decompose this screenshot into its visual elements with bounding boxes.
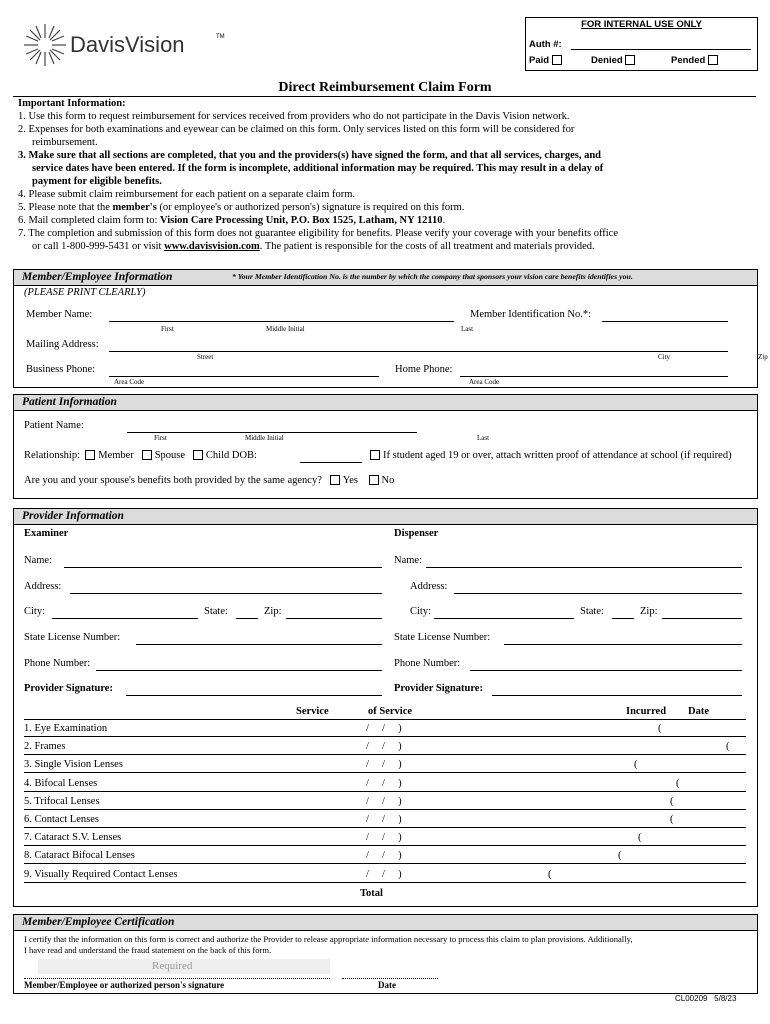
dispenser-city-field[interactable] bbox=[434, 618, 574, 619]
service-row-label: 3. Single Vision Lenses bbox=[24, 759, 123, 771]
logo-text: DavisVision bbox=[70, 32, 185, 57]
member-name-label: Member Name: bbox=[26, 309, 93, 320]
service-date-field[interactable]: / / ) bbox=[366, 759, 402, 771]
certification-heading: Member/Employee Certification bbox=[14, 915, 757, 931]
dispenser-license-field[interactable] bbox=[504, 644, 742, 645]
home-phone-label: Home Phone: bbox=[395, 364, 453, 375]
date-line bbox=[342, 978, 438, 979]
service-row-label: 5. Trifocal Lenses bbox=[24, 795, 100, 807]
website-link[interactable]: www.davisvision.com bbox=[164, 241, 260, 252]
area-code-caption: Area Code bbox=[114, 378, 145, 386]
auth-label: Auth #: bbox=[529, 39, 562, 50]
examiner-address-label: Address: bbox=[24, 581, 62, 592]
service-row-rule bbox=[24, 791, 746, 792]
member-name-field[interactable] bbox=[109, 321, 454, 322]
info-line-4: 4. Please submit claim reimbursement for each patient on a separate claim form. bbox=[18, 189, 356, 200]
info-line-2b: reimbursement. bbox=[32, 137, 98, 148]
examiner-phone-field[interactable] bbox=[96, 670, 382, 671]
member-id-label: Member Identification No.*: bbox=[470, 309, 592, 320]
examiner-signature-field[interactable] bbox=[126, 695, 382, 696]
important-info bbox=[18, 97, 758, 253]
service-row-rule bbox=[24, 845, 746, 846]
dispenser-signature-label: Provider Signature: bbox=[394, 683, 483, 694]
student-note: If student aged 19 or over, attach written proof of attendance at school (if required) bbox=[370, 450, 732, 461]
examiner-zip-label: Zip: bbox=[264, 606, 282, 617]
info-line-3c: payment for eligible benefits. bbox=[32, 176, 162, 187]
examiner-heading: Examiner bbox=[24, 528, 69, 539]
service-row-rule bbox=[24, 754, 746, 755]
last-caption: Last bbox=[461, 325, 474, 333]
dispenser-zip-label: Zip: bbox=[640, 606, 658, 617]
paid-label: Paid bbox=[529, 55, 565, 66]
patient-heading: Patient Information bbox=[14, 395, 757, 411]
patient-section bbox=[13, 394, 758, 499]
member-id-field[interactable] bbox=[602, 321, 728, 322]
info-line-7a: 7. The completion and submission of this form does not guarantee eligibility for benefits. Please verify your coverage with your benefits office bbox=[18, 228, 619, 239]
patient-name-field[interactable] bbox=[127, 432, 417, 433]
home-phone-field[interactable] bbox=[460, 376, 728, 377]
patient-name-label: Patient Name: bbox=[24, 420, 84, 431]
dispenser-signature-field[interactable] bbox=[492, 695, 742, 696]
service-row-label: 9. Visually Required Contact Lenses bbox=[24, 868, 178, 880]
dispenser-address-label: Address: bbox=[410, 581, 448, 592]
examiner-state-label: State: bbox=[204, 606, 228, 617]
dispenser-address-field[interactable] bbox=[454, 593, 742, 594]
amount-incurred-field[interactable]: ( bbox=[670, 814, 674, 825]
dispenser-state-field[interactable] bbox=[612, 618, 634, 619]
service-row-label: 4. Bifocal Lenses bbox=[24, 777, 98, 789]
examiner-zip-field[interactable] bbox=[286, 618, 382, 619]
service-date-field[interactable]: / / ) bbox=[366, 795, 402, 807]
form-code: CL00209 5/8/23 bbox=[675, 994, 737, 1003]
total-label: Total bbox=[360, 888, 383, 899]
relationship-row: Relationship: Member Spouse Child DOB: bbox=[24, 450, 257, 461]
area-code-caption-2: Area Code bbox=[469, 378, 500, 386]
table-header-rule bbox=[24, 719, 746, 720]
amount-incurred-field[interactable]: ( bbox=[658, 723, 662, 734]
examiner-address-field[interactable] bbox=[70, 593, 382, 594]
print-clearly: (PLEASE PRINT CLEARLY) bbox=[24, 287, 146, 298]
dispenser-name-field[interactable] bbox=[426, 567, 742, 568]
service-date-field[interactable]: / / ) bbox=[366, 777, 402, 789]
dispenser-phone-field[interactable] bbox=[470, 670, 742, 671]
child-checkbox[interactable] bbox=[193, 450, 203, 460]
info-line-5: 5. Please note that the member's (or employee's or authorized person's) signature is required on this form. bbox=[18, 202, 465, 213]
form-title: Direct Reimbursement Claim Form bbox=[278, 80, 492, 95]
info-line-7b: or call 1-800-999-5431 or visit www.davisvision.com. The patient is responsible for the costs of all treatment and materials provided. bbox=[32, 241, 595, 252]
patient-last-caption: Last bbox=[477, 434, 490, 442]
dispenser-zip-field[interactable] bbox=[662, 618, 742, 619]
service-row-rule bbox=[24, 827, 746, 828]
first-caption: First bbox=[161, 325, 174, 333]
dispenser-name-label: Name: bbox=[394, 555, 422, 566]
examiner-name-field[interactable] bbox=[64, 567, 382, 568]
dispenser-phone-label: Phone Number: bbox=[394, 658, 461, 669]
certification-text: I certify that the information on this form is correct and authorize the Provider to release appropriate information necessary to process this claim to plan provisions. Additionally, I have read and understand the fraud statement on the back of this form. bbox=[24, 934, 633, 955]
middle-caption: Middle Initial bbox=[266, 325, 305, 333]
mailing-address-field[interactable] bbox=[109, 351, 728, 352]
service-date-field[interactable]: / / ) bbox=[366, 832, 402, 844]
yes-checkbox[interactable] bbox=[330, 475, 340, 485]
date-label: Date bbox=[378, 980, 396, 990]
dispenser-heading: Dispenser bbox=[394, 528, 439, 539]
info-line-2a: 2. Expenses for both examinations and eyewear can be claimed on this form. Only services listed on this form will be considered for bbox=[18, 124, 575, 135]
service-row-rule bbox=[24, 736, 746, 737]
student-checkbox[interactable] bbox=[370, 450, 380, 460]
child-dob-field[interactable] bbox=[300, 462, 362, 463]
logo-tm: TM bbox=[216, 34, 225, 40]
service-date-field[interactable]: / / ) bbox=[366, 814, 402, 825]
info-line-3a: 3. Make sure that all sections are completed, that you and the providers(s) have signed the form, and that all services, charges, and bbox=[18, 150, 602, 161]
member-checkbox[interactable] bbox=[85, 450, 95, 460]
service-row-rule bbox=[24, 809, 746, 810]
davis-vision-logo bbox=[22, 22, 232, 68]
important-heading: Important Information: bbox=[18, 98, 126, 109]
patient-middle-caption: Middle Initial bbox=[245, 434, 284, 442]
city-caption: City bbox=[658, 353, 671, 361]
business-phone-label: Business Phone: bbox=[26, 364, 96, 375]
internal-title: FOR INTERNAL USE ONLY bbox=[581, 19, 702, 30]
examiner-name-label: Name: bbox=[24, 555, 52, 566]
mailing-address-label: Mailing Address: bbox=[26, 339, 99, 350]
dispenser-state-label: State: bbox=[580, 606, 604, 617]
col-date-header: Date bbox=[688, 706, 709, 717]
pended-label: Pended bbox=[671, 55, 721, 66]
member-heading: Member/Employee Information bbox=[14, 270, 757, 286]
member-signature-label: Member/Employee or authorized person's signature bbox=[24, 980, 225, 990]
col-incurred-header: Incurred bbox=[626, 706, 667, 717]
dispenser-city-label: City: bbox=[410, 606, 432, 617]
auth-field[interactable] bbox=[571, 49, 751, 50]
dispenser-license-label: State License Number: bbox=[394, 632, 491, 643]
examiner-license-label: State License Number: bbox=[24, 632, 121, 643]
examiner-phone-label: Phone Number: bbox=[24, 658, 91, 669]
paid-checkbox[interactable] bbox=[552, 55, 562, 65]
service-row-label: 6. Contact Lenses bbox=[24, 814, 99, 825]
service-date-field[interactable]: / / ) bbox=[366, 741, 402, 753]
service-row-label: 2. Frames bbox=[24, 741, 66, 753]
service-row-rule bbox=[24, 882, 746, 883]
info-line-1: 1. Use this form to request reimbursement for services received from providers who do not participate in the Davis Vision network. bbox=[18, 111, 570, 122]
service-row-label: 1. Eye Examination bbox=[24, 723, 108, 734]
member-id-note: * Your Member Identification No. is the number by which the company that sponsors your vision care benefits identifies you. bbox=[232, 272, 633, 281]
amount-incurred-field[interactable]: ( bbox=[726, 741, 730, 753]
internal-use-box bbox=[525, 17, 758, 71]
sunburst-icon bbox=[22, 22, 68, 68]
service-date-field[interactable]: / / ) bbox=[366, 723, 402, 734]
col-date-of-service-header: of Service bbox=[368, 706, 413, 717]
col-service-header: Service bbox=[296, 706, 329, 717]
examiner-license-field[interactable] bbox=[136, 644, 382, 645]
amount-incurred-field[interactable]: ( bbox=[670, 795, 674, 807]
service-date-field[interactable]: / / ) bbox=[366, 868, 402, 880]
zip-caption: Zip bbox=[758, 353, 768, 361]
amount-incurred-field[interactable]: ( bbox=[618, 850, 622, 862]
info-line-3b: service dates have been entered. If the form is incomplete, additional information may be required. This may result in a delay of bbox=[32, 163, 604, 174]
amount-incurred-field[interactable]: ( bbox=[548, 868, 552, 880]
member-section bbox=[13, 269, 768, 388]
patient-first-caption: First bbox=[154, 434, 167, 442]
info-line-6: 6. Mail completed claim form to: Vision Care Processing Unit, P.O. Box 1525, Latham, NY 12110. bbox=[18, 215, 446, 226]
signature-required-field[interactable]: Required bbox=[38, 959, 330, 974]
service-row-rule bbox=[24, 772, 746, 773]
member-signature-line bbox=[24, 978, 330, 979]
no-checkbox[interactable] bbox=[369, 475, 379, 485]
denied-label: Denied bbox=[591, 55, 638, 66]
service-row-rule bbox=[24, 863, 746, 864]
examiner-signature-label: Provider Signature: bbox=[24, 683, 113, 694]
certification-section bbox=[13, 914, 758, 994]
service-row-label: 7. Cataract S.V. Lenses bbox=[24, 832, 122, 844]
denied-checkbox[interactable] bbox=[625, 55, 635, 65]
pended-checkbox[interactable] bbox=[708, 55, 718, 65]
amount-incurred-field[interactable]: ( bbox=[638, 832, 642, 844]
business-phone-field[interactable] bbox=[109, 376, 379, 377]
spouse-checkbox[interactable] bbox=[142, 450, 152, 460]
service-date-field[interactable]: / / ) bbox=[366, 850, 402, 862]
examiner-state-field[interactable] bbox=[236, 618, 258, 619]
amount-incurred-field[interactable]: ( bbox=[634, 759, 638, 771]
amount-incurred-field[interactable]: ( bbox=[676, 777, 680, 789]
examiner-city-label: City: bbox=[24, 606, 46, 617]
examiner-city-field[interactable] bbox=[52, 618, 198, 619]
street-caption: Street bbox=[197, 353, 214, 361]
service-row-label: 8. Cataract Bifocal Lenses bbox=[24, 850, 135, 862]
same-agency-row: Are you and your spouse's benefits both provided by the same agency? Yes No bbox=[24, 475, 395, 486]
provider-heading: Provider Information bbox=[14, 509, 757, 525]
provider-section bbox=[13, 508, 758, 907]
